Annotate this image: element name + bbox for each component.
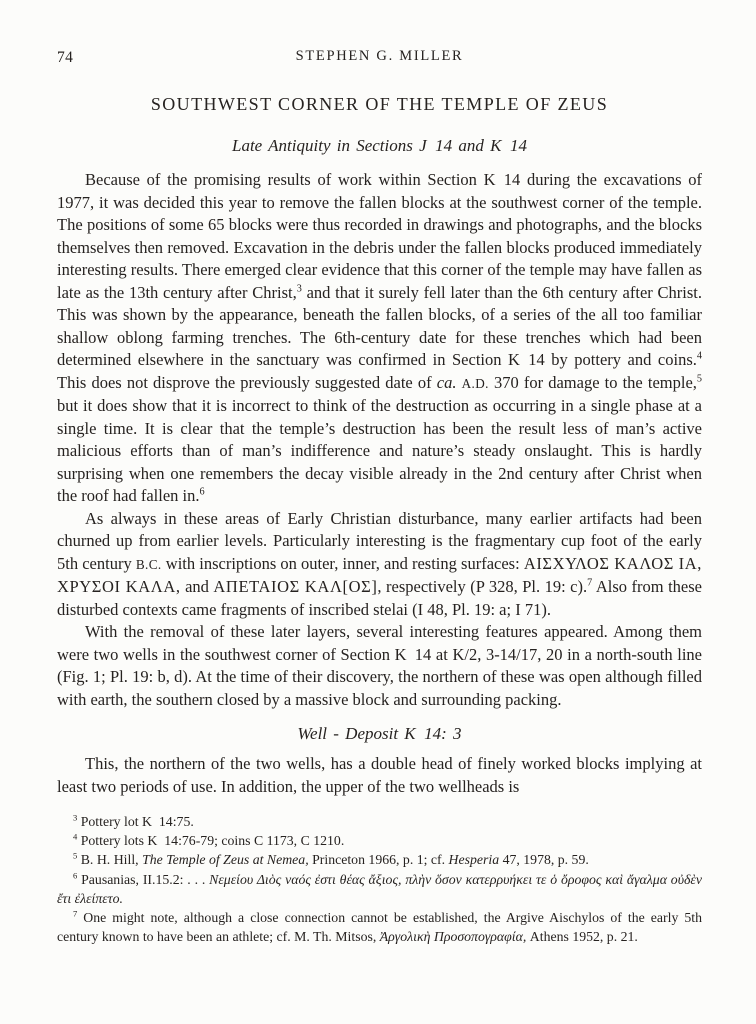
- footnote-7: $^7$ One might note, although a close connection cannot be established, the Argive Aischylos of the early 5th century known to have been an athlete; cf. M. Th. Mitsos, Ἀργολικὴ Προσοπογραφία, Athens 1952, p. 21.: [57, 908, 702, 945]
- paragraph-4: This, the northern of the two wells, has a double head of finely worked blocks implying at least two periods of use. In addition, the upper of the two wellheads is: [57, 754, 702, 796]
- footnote-4: $^4$ Pottery lots K 14:76-79; coins C 1173, C 1210.: [73, 831, 345, 849]
- footnotes-block: [57, 812, 702, 946]
- paragraph-3: With the removal of these later layers, several interesting features appeared. Among them were two wells in the southwest corner of Section K 14 at K/2, 3-14/17, 20 in a north-south line (Fig. 1; Pl. 19: b, d). At the time of their discovery, the northern of these was open although filled with earth, the southern closed by a massive block and surrounding packing.: [57, 622, 702, 709]
- footnote-6: $^6$ Pausanias, II.15.2: . . . Νεμείου Διὸς ναός ἐστι θέας ἄξιος, πλὴν ὅσον κατερρυήκει τε ὁ ὄροφος καὶ ἄγαλμα οὐδὲν ἔτι ἐλείπετο.: [57, 870, 702, 906]
- section-heading-well-deposit: Well - Deposit K 14: 3: [297, 724, 462, 743]
- footnote-5: $^5$ B. H. Hill, The Temple of Zeus at Nemea, Princeton 1966, p. 1; cf. Hesperia 47, 1978, p. 59.: [73, 850, 589, 868]
- footnote-3: $^3$ Pottery lot K 14:75.: [73, 812, 194, 829]
- section-heading-late-antiquity: Late Antiquity in Sections J 14 and K 14: [232, 136, 527, 155]
- running-head: STEPHEN G. MILLER: [295, 48, 464, 64]
- paragraph-1: Because of the promising results of work within Section K 14 during the excavations of 1977, it was decided this year to remove the fallen blocks at the southwest corner of the temple. The positions of some 65 blocks were thus recorded in drawings and photographs, and the blocks themselves then removed. Excavation in the debris under the fallen blocks produced immediately interesting results. There emerged clear evidence that this corner of the temple may have fallen as late as the 13th century after Christ,$^3$ and that it surely fell later than the 6th century after Christ. This was shown by the appearance, beneath the fallen blocks, of a series of the all too familiar shallow oblong farming trenches. The 6th-century date for these trenches which had been determined elsewhere in the sanctuary was confirmed in Section K 14 by pottery and coins.$^4$ This does not disprove the previously suggested date of ca. A.D. 370 for damage to the temple,$^5$ but it does show that it is incorrect to think of the destruction as occurring in a single phase at a single time. It is clear that the temple’s destruction has been the result less of man’s active malicious efforts than of man’s indifference and nature’s steady onslaught. This is hardly surprising when one remembers the decay visible already in the 2nd century after Christ when the roof had fallen in.$^6$: [57, 170, 703, 505]
- article-title: SOUTHWEST CORNER OF THE TEMPLE OF ZEUS: [150, 94, 609, 114]
- page-number: 74: [57, 49, 74, 66]
- page-header: [57, 48, 702, 68]
- paragraph-2: As always in these areas of Early Christian disturbance, many earlier artifacts had been churned up from earlier levels. Particularly interesting is the fragmentary cup foot of the early 5th century B.C. with inscriptions on outer, inner, and resting surfaces: ΑΙΣΧΥΛΟΣ ΚΑΛΟΣ ΙΑ, ΧΡΥΣΟΙ ΚΑΛΑ, and ΑΠΕΤΑΙΟΣ ΚΑΛ[ΟΣ], respectively (P 328, Pl. 19: c).$^7$ Also from these disturbed contexts came fragments of inscribed stelai (I 48, Pl. 19: a; I 71).: [57, 508, 703, 619]
